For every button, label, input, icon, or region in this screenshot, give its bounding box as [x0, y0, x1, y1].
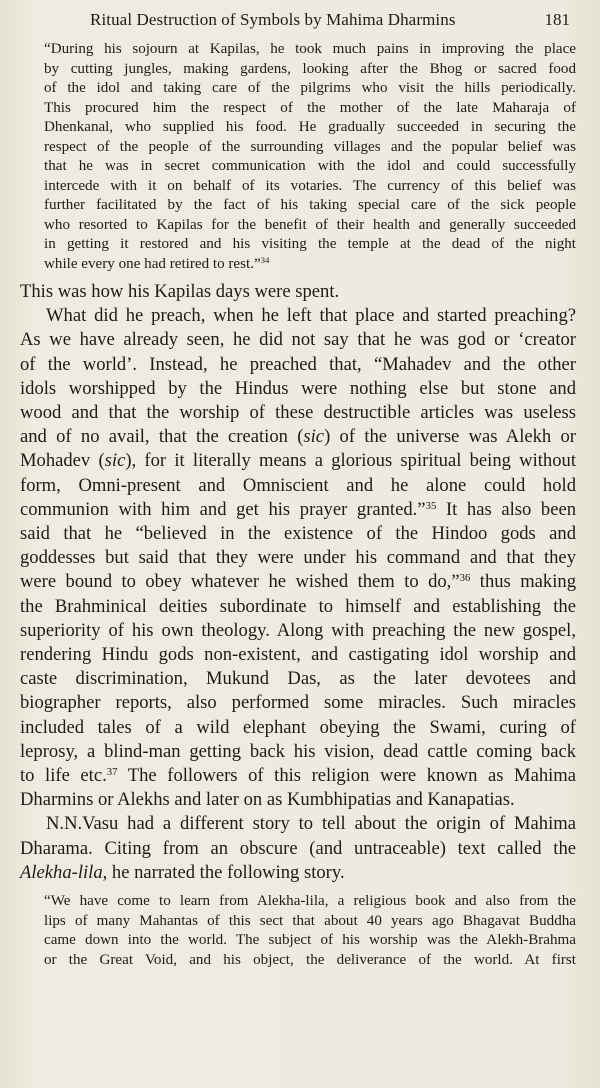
- italic-sic: sic: [303, 426, 325, 448]
- paragraph-line: included tales of a wild elephant obeying the Swami, curing of: [20, 716, 576, 738]
- running-head: [0, 0, 600, 36]
- italic-sic: sic: [104, 450, 126, 472]
- block-quote-kapilas: [20, 40, 576, 274]
- footnote-ref-36: 36: [459, 572, 471, 585]
- paragraph-preaching: [20, 304, 576, 812]
- text-run: ) of the universe was Alekh or: [324, 426, 576, 448]
- block-quote-alekha-lila: [20, 892, 576, 970]
- paragraph-line: This was how his Kapilas days were spent.: [20, 281, 340, 302]
- paragraph-kapilas-days: [20, 280, 576, 304]
- paragraph-line: the Brahminical deities subordinate to himself and establishing the: [20, 595, 576, 617]
- quote-line: “We have come to learn from Alekha-lila, a religious book and also from the: [44, 893, 576, 910]
- quote-line: Dhenkanal, who supplied his food. He gradually succeeded in securing the: [44, 119, 576, 135]
- quote-line: intercede with it on behalf of its votaries. The currency of this belief was: [44, 177, 576, 194]
- quote-line: or the Great Void, and his object, the deliverance of the world. At first: [44, 951, 576, 968]
- text-run: ), for it literally means a glorious spiritual being without: [125, 450, 576, 472]
- paragraph-line: superiority of his own theology. Along with preaching the new gospel,: [20, 619, 576, 641]
- text-run: and of no avail, that the creation (: [20, 426, 304, 448]
- page-number: 181: [544, 10, 570, 29]
- paragraph-line: Dharmins or Alekhs and later on as Kumbhipatias and Kanapatias.: [20, 789, 515, 811]
- text-run: communion with him and get his prayer granted.”: [20, 498, 426, 520]
- text-run: were bound to obey whatever he wished them to do,”: [20, 571, 460, 593]
- quote-line: in getting it restored and his visiting the temple at the dead of the night: [44, 236, 576, 252]
- paragraph-line: wood and that the worship of these destructible articles was useless: [20, 402, 576, 424]
- paragraph-line: [20, 498, 576, 522]
- running-title: Ritual Destruction of Symbols by Mahima Dharmins: [90, 10, 456, 29]
- quote-line: “During his sojourn at Kapilas, he took much pains in improving the place: [44, 41, 576, 57]
- paragraph-vasu: [20, 812, 576, 885]
- paragraph-line: Dharama. Citing from an obscure (and untraceable) text called the: [20, 837, 576, 859]
- paragraph-line: What did he preach, when he left that place and started preaching?: [46, 305, 576, 327]
- text-run: It has also been: [436, 498, 577, 520]
- quote-line: further facilitated by the fact of his taking special care of the sick people: [44, 197, 576, 213]
- paragraph-line: leprosy, a blind-man getting back his vision, dead cattle coming back: [20, 740, 576, 762]
- paragraph-line: said that he “believed in the existence of the Hindoo gods and: [20, 523, 576, 545]
- quote-line: that he was in secret communication with the idol and could successfully: [44, 158, 576, 174]
- paragraph-line: form, Omni-present and Omniscient and he alone could hold: [20, 474, 576, 496]
- quote-line: by cutting jungles, making gardens, looking after the Bhog or sacred food: [44, 60, 576, 77]
- paragraph-line: of the world’. Instead, he preached that, “Mahadev and the other: [20, 353, 576, 375]
- quote-line: came down into the world. The subject of his worship was the Alekh-Brahma: [44, 932, 576, 949]
- italic-title: Alekha-lila: [20, 861, 103, 883]
- text-run: to life etc.: [20, 765, 107, 787]
- paragraph-line: idols worshipped by the Hindus were nothing else but stone and: [20, 377, 576, 399]
- footnote-ref-34: 34: [260, 254, 270, 265]
- paragraph-line: [20, 425, 576, 449]
- paragraph-line: rendering Hindu gods non-existent, and castigating idol worship and: [20, 644, 576, 666]
- paragraph-line: caste discrimination, Mukund Das, as the later devotees and: [20, 668, 576, 690]
- text-run: thus making: [470, 571, 576, 593]
- quote-line: This procured him the respect of the mother of the late Maharaja of: [44, 99, 576, 116]
- quote-line: lips of many Mahantas of this sect that about 40 years ago Bhagavat Buddha: [44, 912, 576, 929]
- footnote-ref-37: 37: [106, 766, 118, 779]
- text-run: The followers of this religion were known as Mahima: [117, 765, 577, 787]
- quote-text: while every one had retired to rest.”: [44, 255, 261, 272]
- text-run: , he narrated the following story.: [102, 861, 345, 883]
- paragraph-line: N.N.Vasu had a different story to tell about the origin of Mahima: [46, 813, 576, 835]
- quote-line: who resorted to Kapilas for the benefit of their health and generally succeeded: [44, 216, 576, 233]
- quote-line: of the idol and taking care of the pilgrims who visit the hills periodically.: [44, 80, 576, 96]
- paragraph-line: goddesses but said that they were under his command and that they: [20, 547, 576, 569]
- footnote-ref-35: 35: [425, 499, 437, 512]
- text-run: Mohadev (: [20, 450, 105, 472]
- paragraph-line: biographer reports, also performed some miracles. Such miracles: [20, 692, 576, 714]
- paragraph-line: [20, 449, 576, 473]
- paragraph-line: [20, 570, 576, 594]
- quote-line-last: [44, 255, 576, 275]
- paragraph-line: As we have already seen, he did not say that he was god or ‘creator: [20, 329, 576, 351]
- quote-line: respect of the people of the surrounding villages and the popular belief was: [44, 138, 576, 155]
- paragraph-line: [20, 764, 576, 788]
- paragraph-line: [20, 861, 576, 885]
